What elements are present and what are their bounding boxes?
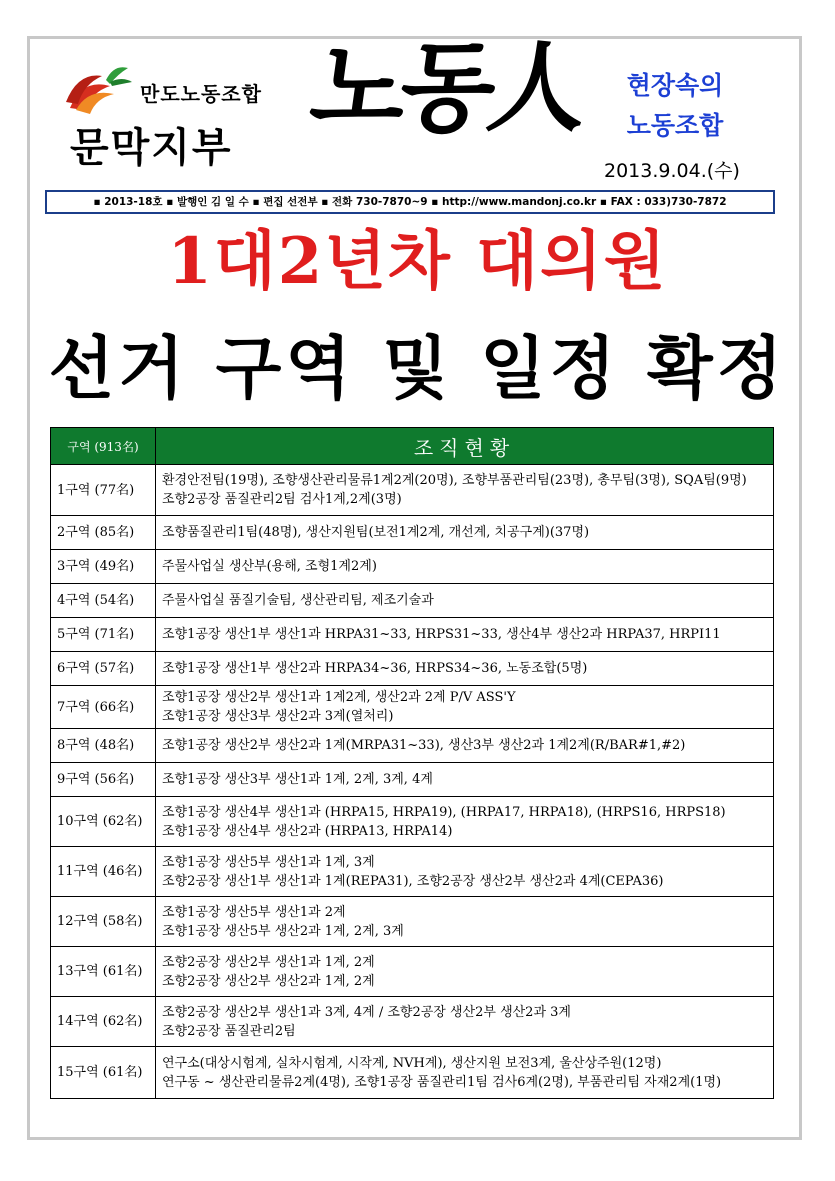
table-body [51,465,774,1099]
organization-line: 조향2공장 생산2부 생산1과 3계, 4계 / 조향2공장 생산2부 생산2과 3계 [162,1004,571,1020]
area-cell: 2구역 (85名) [51,516,156,550]
organization-line: 조향1공장 생산5부 생산1과 1계, 3계 [162,854,375,870]
area-cell: 15구역 (61名) [51,1047,156,1099]
organization-line: 조향1공장 생산1부 생산1과 HRPA31~33, HRPS31~33, 생산4부 생산2과 HRPA37, HRPI11 [162,627,721,642]
organization-line: 조향2공장 생산2부 생산1과 1계, 2계 [162,954,375,970]
table-row [51,897,774,947]
organization-line: 주물사업실 생산부(용해, 조형1계2계) [162,559,377,574]
organization-cell [156,847,774,897]
organization-line: 조향1공장 생산5부 생산2과 1계, 2계, 3계 [162,923,404,939]
organization-line: 환경안전팀(19명), 조향생산관리물류1계2계(20명), 조향부품관리팀(23명), 총무팀(3명), SQA팀(9명) [162,473,747,488]
leaf-logo-icon [62,58,142,118]
organization-line: 조향1공장 생산3부 생산2과 3계(열처리) [162,709,394,724]
area-cell: 9구역 (56名) [51,763,156,797]
headline-line-2: 선거 구역 및 일정 확정 [48,330,787,409]
area-cell: 4구역 (54名) [51,584,156,618]
table-row [51,652,774,686]
organization-line: 조향1공장 생산4부 생산1과 (HRPA15, HRPA19), (HRPA17, HRPA18), (HRPS16, HRPS18) [162,804,726,820]
area-cell: 13구역 (61名) [51,947,156,997]
area-column-header: 구역 (913名) [51,428,156,465]
table-row [51,729,774,763]
headline-line-1: 1대2년차 대의원 [167,224,668,299]
organization-line: 조향2공장 생산2부 생산2과 1계, 2계 [162,973,375,989]
slogan [600,66,750,146]
area-cell: 1구역 (77名) [51,465,156,516]
organization-line: 조향1공장 생산2부 생산1과 1계2계, 생산2과 2계 P/V ASS'Y [162,690,516,705]
organization-line: 조향1공장 생산5부 생산1과 2계 [162,904,346,920]
issue-date: 2013.9.04.(수) [604,160,740,182]
organization-cell [156,618,774,652]
table-row [51,584,774,618]
organization-line: 조향1공장 생산2부 생산2과 1계(MRPA31~33), 생산3부 생산2과 1계2계(R/BAR#1,#2) [162,738,686,753]
organization-line: 조향2공장 생산1부 생산1과 1계(REPA31), 조향2공장 생산2부 생산2과 4계(CEPA36) [162,873,664,889]
organization-line: 조향1공장 생산4부 생산2과 (HRPA13, HRPA14) [162,823,453,839]
union-logo [62,58,272,178]
area-cell: 5구역 (71名) [51,618,156,652]
organization-line: 주물사업실 품질기술팀, 생산관리팀, 제조기술과 [162,593,434,608]
publication-info-bar: ▪ 2013-18호 ▪ 발행인 김 일 수 ▪ 편집 선전부 ▪ 전화 730-7870~9 ▪ http://www.mandonj.co.kr ▪ FAX : 033)730-7872 [45,190,775,214]
logo-small-text: 만도노동조합 [140,82,262,106]
table-row [51,516,774,550]
organization-column-header: 조직현황 [156,428,774,465]
organization-cell [156,1047,774,1099]
organization-line: 조향품질관리1팀(48명), 생산지원팀(보전1계2계, 개선계, 치공구계)(37명) [162,525,590,540]
table-header-row [51,428,774,465]
organization-line: 조향2공장 품질관리2팀 [162,1023,296,1039]
organization-cell [156,686,774,729]
organization-cell [156,897,774,947]
organization-table [50,427,774,1099]
organization-cell [156,729,774,763]
organization-cell [156,797,774,847]
organization-cell [156,550,774,584]
area-cell: 14구역 (62名) [51,997,156,1047]
slogan-line-2: 노동조합 [626,111,724,140]
organization-line: 연구동 ~ 생산관리물류2계(4명), 조향1공장 품질관리1팀 검사6계(2명), 부품관리팀 자재2계(1명) [162,1074,722,1090]
organization-cell [156,465,774,516]
organization-cell [156,584,774,618]
organization-cell [156,947,774,997]
table-row [51,947,774,997]
area-cell: 7구역 (66名) [51,686,156,729]
area-cell: 6구역 (57名) [51,652,156,686]
table-row [51,797,774,847]
area-cell: 11구역 (46名) [51,847,156,897]
organization-line: 조향1공장 생산3부 생산1과 1계, 2계, 3계, 4계 [162,772,433,787]
slogan-line-1: 현장속의 [626,71,724,100]
table-row [51,997,774,1047]
area-cell: 10구역 (62名) [51,797,156,847]
table-row [51,686,774,729]
organization-cell [156,763,774,797]
masthead-title: 노동人 [303,31,590,146]
organization-cell [156,997,774,1047]
organization-line: 연구소(대상시험계, 실차시험계, 시작계, NVH계), 생산지원 보전3계, 울산상주원(12명) [162,1055,662,1071]
table-row [51,550,774,584]
area-cell: 8구역 (48名) [51,729,156,763]
organization-line: 조향2공장 품질관리2팀 검사1계,2계(3명) [162,492,402,507]
organization-cell [156,652,774,686]
organization-cell [156,516,774,550]
table-row [51,618,774,652]
logo-big-text: 문막지부 [70,124,233,171]
table-row [51,763,774,797]
area-cell: 12구역 (58名) [51,897,156,947]
table-row [51,465,774,516]
table-row [51,1047,774,1099]
table-row [51,847,774,897]
organization-line: 조향1공장 생산1부 생산2과 HRPA34~36, HRPS34~36, 노동조합(5명) [162,661,588,676]
area-cell: 3구역 (49名) [51,550,156,584]
